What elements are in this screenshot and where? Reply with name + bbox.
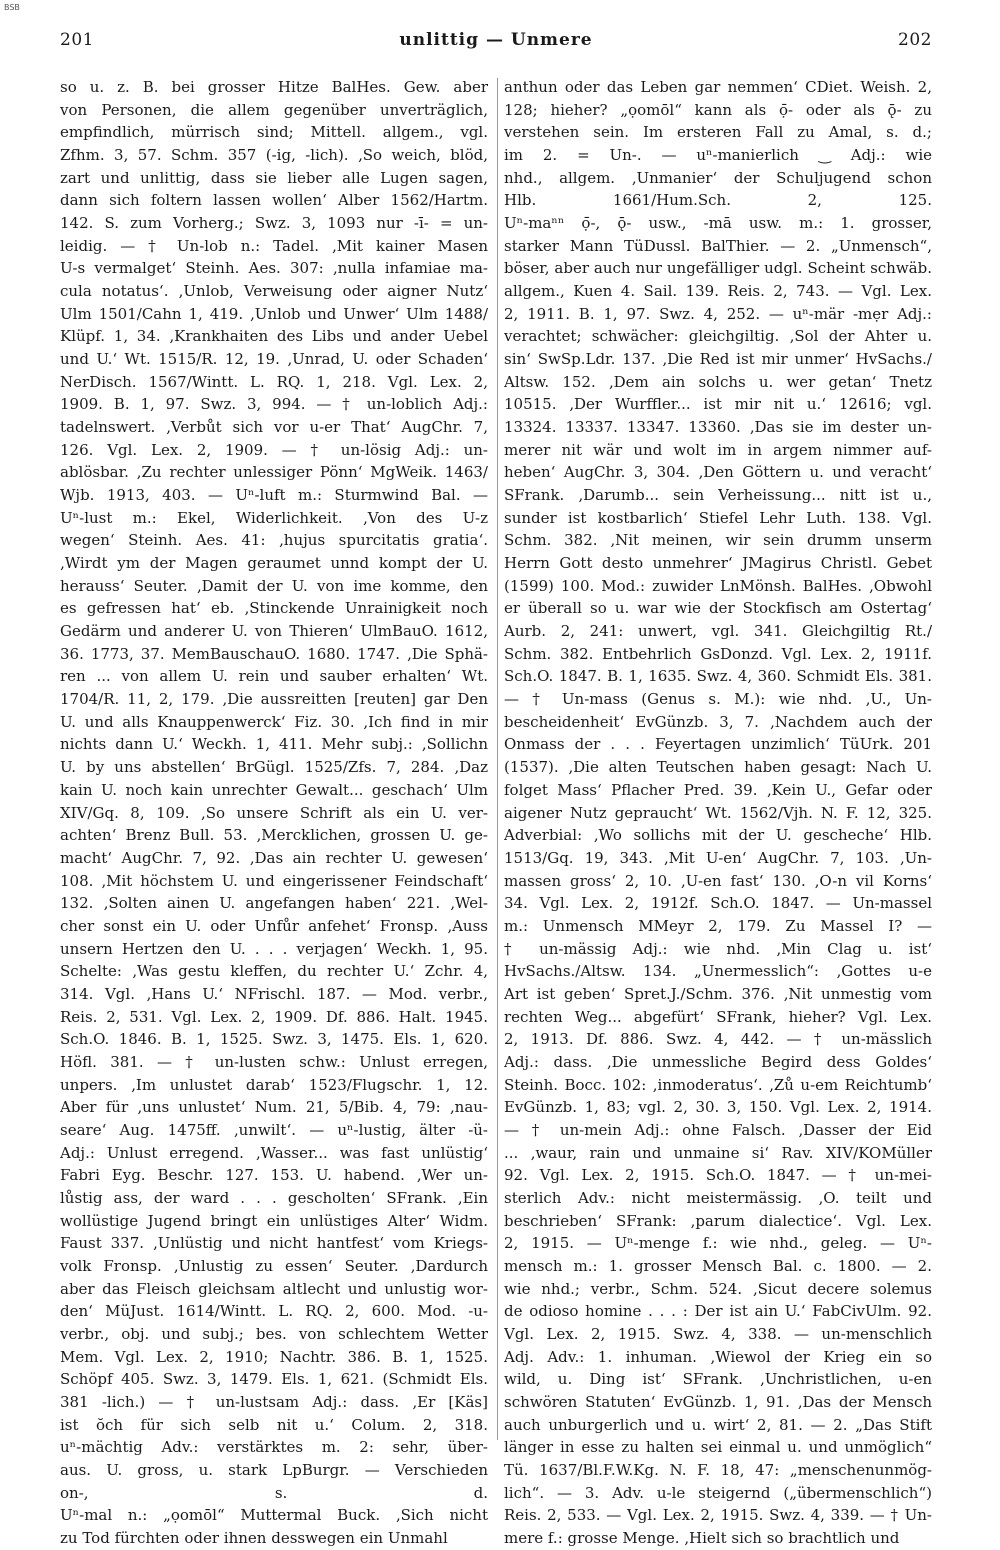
text-line: Gedärm und anderer U. von Thieren‘ UlmBauO. 1612, bbox=[60, 622, 488, 641]
text-line: Aurb. 2, 241: unwert, vgl. 341. Gleichgiltig Rt./ bbox=[504, 622, 932, 641]
text-line: de odioso homine . . . : Der ist ain U.‘ FabCivUlm. 92. bbox=[504, 1302, 932, 1321]
text-line: beschrieben‘ SFrank: ‚parum dialectice‘. Vgl. Lex. bbox=[504, 1211, 932, 1230]
text-line: Steinh. Bocc. 102: ‚inmoderatus‘. ‚Zů u-em Reichtumb‘ bbox=[504, 1075, 932, 1094]
text-line: allgem., Kuen 4. Sail. 139. Reis. 2, 743. — Vgl. Lex. bbox=[504, 282, 932, 301]
text-line: kain U. noch kain unrechter Gewalt... geschach‘ Ulm bbox=[60, 780, 488, 799]
text-line: Fabri Eyg. Beschr. 127. 153. U. habend. ‚Wer un- bbox=[60, 1166, 488, 1185]
text-line: 142. S. zum Vorherg.; Swz. 3, 1093 nur -ī- = un- bbox=[60, 214, 488, 233]
text-line: aber das Fleisch gleichsam altlecht und unlustig wor- bbox=[60, 1279, 488, 1298]
text-line: Aber für ‚uns unlustet‘ Num. 21, 5/Bib. 4, 79: ‚nau- bbox=[60, 1098, 488, 1117]
text-line: 1513/Gq. 19, 343. ‚Mit U-en‘ AugChr. 7, 103. ‚Un- bbox=[504, 848, 932, 867]
text-line: EvGünzb. 1, 83; vgl. 2, 30. 3, 150. Vgl. Lex. 2, 1914. bbox=[504, 1098, 932, 1117]
text-line: Höfl. 381. — † un-lusten schw.: Unlust erregen, bbox=[60, 1052, 488, 1071]
text-line: 2, 1915. — Uⁿ-menge f.: wie nhd., geleg. — Uⁿ- bbox=[504, 1234, 932, 1253]
text-line: böser, aber auch nur ungefälliger udgl. Scheint schwäb. bbox=[504, 259, 932, 278]
text-line: Faust 337. ‚Unlüstig und nicht hantfest‘ vom Kriegs- bbox=[60, 1234, 488, 1253]
text-line: Wjb. 1913, 403. — Uⁿ-luft m.: Sturmwind Bal. — bbox=[60, 486, 488, 505]
text-line: 128; hieher? „ọomōl“ kann als ọ̄- oder als ǭ- zu bbox=[504, 100, 932, 119]
text-line: 2, 1911. B. 1, 97. Swz. 4, 252. — uⁿ-mär -mẹr Adj.: bbox=[504, 304, 932, 323]
text-line: Zfhm. 3, 57. Schm. 357 (-ig, -lich). ‚So weich, blöd, bbox=[60, 146, 488, 165]
text-line: wegen‘ Steinh. Aes. 41: ‚hujus spurcitatis gratia‘. bbox=[60, 531, 488, 550]
text-line: und U.‘ Wt. 1515/R. 12, 19. ‚Unrad, U. oder Schaden‘ bbox=[60, 350, 488, 369]
text-line: U. by uns abstellen‘ BrGügl. 1525/Zfs. 7, 284. ‚Daz bbox=[60, 758, 488, 777]
text-line: † un-mässig Adj.: wie nhd. ‚Min Clag u. ist‘ bbox=[504, 939, 932, 958]
text-line: sunder ist kostbarlich‘ Stiefel Lehr Luth. 138. Vgl. bbox=[504, 508, 932, 527]
text-line: Altsw. 152. ‚Dem ain solchs u. wer getan‘ Tnetz bbox=[504, 372, 932, 391]
text-line: on-, s. d. bbox=[60, 1483, 488, 1502]
text-line: uⁿ-mächtig Adv.: verstärktes m. 2: sehr, über- bbox=[60, 1438, 488, 1457]
text-line: Hlb. 1661/Hum.Sch. 2, 125. bbox=[504, 191, 932, 210]
text-line: ‚Wirdt ym der Magen geraumet unnd kompt der U. bbox=[60, 554, 488, 573]
text-line: Schm. 382. ‚Nit meinen, wir sein drumm unserm bbox=[504, 531, 932, 550]
text-line: Onmass der . . . Feyertagen unzimlich‘ TüUrk. 201 bbox=[504, 735, 932, 754]
text-line: Sch.O. 1847. B. 1, 1635. Swz. 4, 360. Schmidt Els. 381. bbox=[504, 667, 932, 686]
text-line: — † un-mein Adj.: ohne Falsch. ‚Dasser der Eid bbox=[504, 1120, 932, 1139]
text-line: aus. U. gross, u. stark LpBurgr. — Verschieden bbox=[60, 1460, 488, 1479]
text-line: Vgl. Lex. 2, 1915. Swz. 4, 338. — un-menschlich bbox=[504, 1324, 932, 1343]
text-line: U-s vermalget‘ Steinh. Aes. 307: ‚nulla infamiae ma- bbox=[60, 259, 488, 278]
text-line: cula notatus‘. ‚Unlob, Verweisung oder aigner Nutz‘ bbox=[60, 282, 488, 301]
text-line: unpers. ‚Im unlustet darab‘ 1523/Flugschr. 1, 12. bbox=[60, 1075, 488, 1094]
text-line: XIV/Gq. 8, 109. ‚So unsere Schrift als ein U. ver- bbox=[60, 803, 488, 822]
text-line: von Personen, die allem gegenüber unverträglich, bbox=[60, 100, 488, 119]
text-line: aigener Nutz gepraucht‘ Wt. 1562/Vjh. N. F. 12, 325. bbox=[504, 803, 932, 822]
text-line: cher sonst ein U. oder Unfůr anfehet‘ Fronsp. ‚Auss bbox=[60, 916, 488, 935]
text-line: zu Tod fürchten oder ihnen desswegen ein Unmahl bbox=[60, 1529, 448, 1547]
page-number-right: 202 bbox=[898, 30, 932, 50]
text-line: 1704/R. 11, 2, 179. ‚Die aussreitten [reuten] gar Den bbox=[60, 690, 488, 709]
running-title: unlittig — Unmere bbox=[399, 30, 593, 50]
text-line: verbr., obj. und subj.; bes. von schlechtem Wetter bbox=[60, 1324, 488, 1343]
text-line: volk Fronsp. ‚Unlustig zu essen‘ Seuter. ‚Dardurch bbox=[60, 1256, 488, 1275]
text-line: Reis. 2, 533. — Vgl. Lex. 2, 1915. Swz. 4, 339. — † Un- bbox=[504, 1506, 932, 1525]
text-line: Art ist geben‘ Spret.J./Schm. 376. ‚Nit unmestig vom bbox=[504, 984, 932, 1003]
text-line: Reis. 2, 531. Vgl. Lex. 2, 1909. Df. 886. Halt. 1945. bbox=[60, 1007, 488, 1026]
text-line: starker Mann TüDussl. BalThier. — 2. „Unmensch“, bbox=[504, 236, 932, 255]
right-column bbox=[504, 76, 932, 1550]
page-header bbox=[60, 30, 932, 60]
text-line: verstehen sein. Im ersteren Fall zu Amal, s. d.; bbox=[504, 123, 932, 142]
text-line: Schelte: ‚Was gestu kleffen, du rechter U.‘ Zchr. 4, bbox=[60, 962, 488, 981]
text-line: Adj. Adv.: 1. inhuman. ‚Wiewol der Krieg ein so bbox=[504, 1347, 932, 1366]
text-line: Adverbial: ‚Wo sollichs mit der U. gescheche‘ Hlb. bbox=[504, 826, 932, 845]
text-line: 10515. ‚Der Wurffler... ist mir nit u.‘ 12616; vgl. bbox=[504, 395, 932, 414]
text-line: Herrn Gott desto unmehrer‘ JMagirus Christl. Gebet bbox=[504, 554, 932, 573]
text-line: Ulm 1501/Cahn 1, 419. ‚Unlob und Unwer‘ Ulm 1488/ bbox=[60, 304, 488, 323]
library-stamp: BSB bbox=[4, 3, 20, 12]
text-line: 314. Vgl. ‚Hans U.‘ NFrischl. 187. — Mod. verbr., bbox=[60, 984, 488, 1003]
text-line: (1599) 100. Mod.: zuwider LnMönsh. BalHes. ‚Obwohl bbox=[504, 576, 932, 595]
text-line: schwören Statuten‘ EvGünzb. 1, 91. ‚Das der Mensch bbox=[504, 1392, 932, 1411]
text-line: lůstig ass, der ward . . . gescholten‘ SFrank. ‚Ein bbox=[60, 1188, 488, 1207]
text-line: ablösbar. ‚Zu rechter unlessiger Pönn‘ MgWeik. 1463/ bbox=[60, 463, 488, 482]
text-line: — † Un-mass (Genus s. M.): wie nhd. ‚U., Un- bbox=[504, 690, 932, 709]
text-line: HvSachs./Altsw. 134. „Unermesslich“: ‚Gottes u-e bbox=[504, 962, 932, 981]
text-line: Adj.: dass. ‚Die unmessliche Begird dess Goldes‘ bbox=[504, 1052, 932, 1071]
text-line: mensch m.: 1. grosser Mensch Bal. c. 1800. — 2. bbox=[504, 1256, 932, 1275]
text-line: dann sich foltern lassen wollen‘ Alber 1562/Hartm. bbox=[60, 191, 488, 210]
column-divider bbox=[497, 78, 498, 1440]
text-line: herauss‘ Seuter. ‚Damit der U. von ime komme, den bbox=[60, 576, 488, 595]
text-line: macht‘ AugChr. 7, 92. ‚Das ain rechter U. gewesen‘ bbox=[60, 848, 488, 867]
text-line: empfindlich, mürrisch sind; Mittell. allgem., vgl. bbox=[60, 123, 488, 142]
text-line: 1909. B. 1, 97. Swz. 3, 994. — † un-loblich Adj.: bbox=[60, 395, 488, 414]
text-line: Schm. 382. Entbehrlich GsDonzd. Vgl. Lex. 2, 1911f. bbox=[504, 644, 932, 663]
text-line: 381 -lich.) — † un-lustsam Adj.: dass. ‚Er [Käs] bbox=[60, 1392, 488, 1411]
text-line: wie nhd.; verbr., Schm. 524. ‚Sicut decere solemus bbox=[504, 1279, 932, 1298]
text-line: seare‘ Aug. 1475ff. ‚unwilt‘. — uⁿ-lustig, älter -ü- bbox=[60, 1120, 488, 1139]
text-line: SFrank. ‚Darumb... sein Verheissung... nitt ist u., bbox=[504, 486, 932, 505]
text-line: bescheidenheit‘ EvGünzb. 3, 7. ‚Nachdem auch der bbox=[504, 712, 932, 731]
text-line: sin‘ SwSp.Ldr. 137. ‚Die Red ist mir unmer‘ HvSachs./ bbox=[504, 350, 932, 369]
text-line: leidig. — † Un-lob n.: Tadel. ‚Mit kainer Masen bbox=[60, 236, 488, 255]
text-line: mere f.: grosse Menge. ‚Hielt sich so brachtlich und bbox=[504, 1529, 900, 1547]
text-line: lich“. — 3. Adv. u-le steigernd („übermenschlich“) bbox=[504, 1483, 932, 1502]
text-line: Klüpf. 1, 34. ‚Krankhaiten des Libs und ander Uebel bbox=[60, 327, 488, 346]
text-line: Uⁿ-mal n.: „ọomōl“ Muttermal Buck. ‚Sich nicht bbox=[60, 1506, 488, 1525]
text-line: wollüstige Jugend bringt ein unlüstiges Alter‘ Widm. bbox=[60, 1211, 488, 1230]
text-line: Schöpf 405. Swz. 3, 1479. Els. 1, 621. (Schmidt Els. bbox=[60, 1370, 488, 1389]
text-line: massen gross‘ 2, 10. ‚U-en fast‘ 130. ‚O-n vil Korns‘ bbox=[504, 871, 932, 890]
text-line: so u. z. B. bei grosser Hitze BalHes. Gew. aber bbox=[60, 78, 488, 96]
text-line: auch unburgerlich und u. wirt‘ 2, 81. — 2. „Das Stift bbox=[504, 1415, 932, 1434]
text-line: tadelnswert. ‚Verbůt sich vor u-er That‘ AugChr. 7, bbox=[60, 418, 488, 437]
text-line: 126. Vgl. Lex. 2, 1909. — † un-lösig Adj.: un- bbox=[60, 440, 488, 459]
text-line: achten‘ Brenz Bull. 53. ‚Mercklichen, grossen U. ge- bbox=[60, 826, 488, 845]
text-line: verachtet; schwächer: gleichgiltig. ‚Sol der Ahter u. bbox=[504, 327, 932, 346]
text-line: ist ŏch für sich selb nit u.‘ Colum. 2, 318. bbox=[60, 1415, 488, 1434]
text-line: nhd., allgem. ‚Unmanier‘ der Schuljugend schon bbox=[504, 168, 932, 187]
text-line: 108. ‚Mit höchstem U. und eingerissener Feindschaft‘ bbox=[60, 871, 488, 890]
text-line: NerDisch. 1567/Wintt. L. RQ. 1, 218. Vgl. Lex. 2, bbox=[60, 372, 488, 391]
text-line: er überall so u. war wie der Stockfisch am Ostertag‘ bbox=[504, 599, 932, 618]
text-line: U. und alls Knauppenwerck‘ Fiz. 30. ‚Ich find in mir bbox=[60, 712, 488, 731]
text-line: anthun oder das Leben gar nemmen‘ CDiet. Weish. 2, bbox=[504, 78, 932, 96]
text-line: 2, 1913. Df. 886. Swz. 4, 442. — † un-mässlich bbox=[504, 1030, 932, 1049]
text-line: (1537). ‚Die alten Teutschen haben gesagt: Nach U. bbox=[504, 758, 932, 777]
text-line: Adj.: Unlust erregend. ‚Wasser... was fast unlüstig‘ bbox=[60, 1143, 488, 1162]
text-line: wild, u. Ding ist‘ SFrank. ‚Unchristlichen, u-en bbox=[504, 1370, 932, 1389]
text-line: ren ... von allem U. rein und sauber erhalten‘ Wt. bbox=[60, 667, 488, 686]
text-line: Mem. Vgl. Lex. 2, 1910; Nachtr. 386. B. 1, 1525. bbox=[60, 1347, 488, 1366]
text-line: unsern Hertzen den U. . . . verjagen‘ Weckh. 1, 95. bbox=[60, 939, 488, 958]
text-line: zart und unlittig, dass sie lieber alle Lugen sagen, bbox=[60, 168, 488, 187]
text-line: m.: Unmensch MMeyr 2, 179. Zu Massel I? — bbox=[504, 916, 932, 935]
text-line: Sch.O. 1846. B. 1, 1525. Swz. 3, 1475. Els. 1, 620. bbox=[60, 1030, 488, 1049]
left-column bbox=[60, 76, 488, 1550]
text-line: 13324. 13337. 13347. 13360. ‚Das sie im dester un- bbox=[504, 418, 932, 437]
text-line: folget Mass‘ Pflacher Pred. 39. ‚Kein U., Gefar oder bbox=[504, 780, 932, 799]
text-line: es gefressen hat‘ eb. ‚Stinckende Unrainigkeit noch bbox=[60, 599, 488, 618]
text-line: 132. ‚Solten ainen U. angefangen haben‘ 221. ‚Wel- bbox=[60, 894, 488, 913]
text-line: den‘ MüJust. 1614/Wintt. L. RQ. 2, 600. Mod. -u- bbox=[60, 1302, 488, 1321]
page-number-left: 201 bbox=[60, 30, 94, 50]
text-line: Uⁿ-maⁿⁿ ọ̄-, ǭ- usw., -mā usw. m.: 1. grosser, bbox=[504, 214, 932, 233]
text-line: 34. Vgl. Lex. 2, 1912f. Sch.O. 1847. — Un-massel bbox=[504, 894, 932, 913]
text-line: nichts dann U.‘ Weckh. 1, 411. Mehr subj.: ‚Sollichn bbox=[60, 735, 488, 754]
text-line: rechten Weg... abgefürt‘ SFrank, hieher? Vgl. Lex. bbox=[504, 1007, 932, 1026]
text-line: 92. Vgl. Lex. 2, 1915. Sch.O. 1847. — † un-mei- bbox=[504, 1166, 932, 1185]
text-line: sterlich Adv.: nicht meistermässig. ‚O. teilt und bbox=[504, 1188, 932, 1207]
text-line: Tü. 1637/Bl.F.W.Kg. N. F. 18, 47: „menschenunmög- bbox=[504, 1460, 932, 1479]
text-line: Uⁿ-lust m.: Ekel, Widerlichkeit. ‚Von des U-z bbox=[60, 508, 488, 527]
text-line: merer nit wär und wolt im in argem nimmer auf- bbox=[504, 440, 932, 459]
text-line: ... ‚waur, rain und unmaine si‘ Rav. XIV/KOMüller bbox=[504, 1143, 932, 1162]
text-line: heben‘ AugChr. 3, 304. ‚Den Göttern u. und veracht‘ bbox=[504, 463, 932, 482]
text-line: im 2. = Un-. — uⁿ-manierlich ‿ Adj.: wie bbox=[504, 146, 932, 165]
text-line: 36. 1773, 37. MemBauschauO. 1680. 1747. ‚Die Sphä- bbox=[60, 644, 488, 663]
text-line: länger in esse zu halten sei einmal u. und unmöglich“ bbox=[504, 1438, 932, 1457]
